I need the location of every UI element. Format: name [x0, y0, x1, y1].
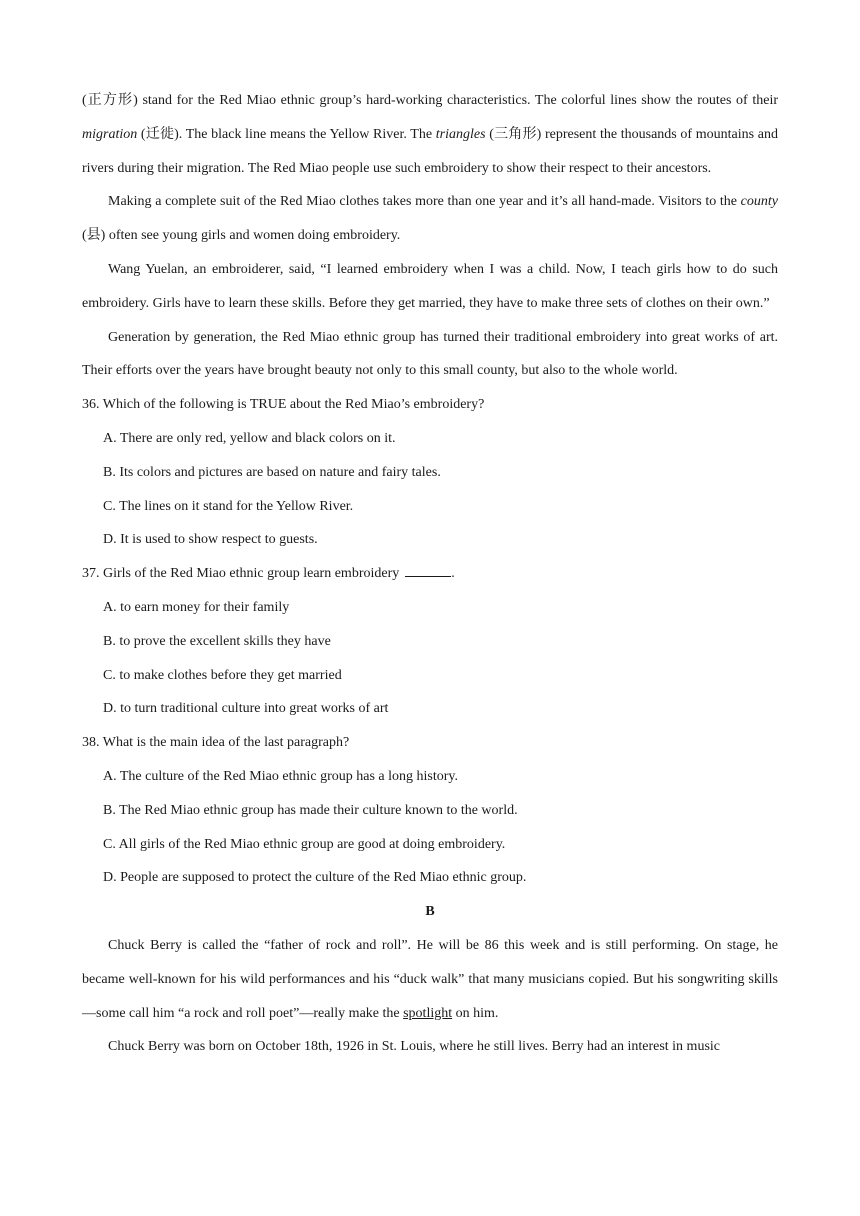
- option-a: A. to earn money for their family: [103, 599, 290, 615]
- passage-b-paragraph-2: Chuck Berry was born on October 18th, 1926 in St. Louis, where he still lives. Berry had an interest in music: [108, 1039, 721, 1055]
- text-run: (县) often see young girls and women doing embroidery.: [82, 228, 401, 244]
- option-c: C. to make clothes before they get married: [103, 667, 342, 683]
- option-c: C. All girls of the Red Miao ethnic group are good at doing embroidery.: [103, 836, 506, 852]
- italic-term-county: county: [740, 194, 778, 210]
- option-b: B. Its colors and pictures are based on nature and fairy tales.: [103, 464, 441, 480]
- question-38: [82, 726, 778, 895]
- text-run: Making a complete suit of the Red Miao clothes takes more than one year and it’s all hand-made. Visitors to the: [108, 194, 741, 210]
- text-run: (正方形) stand for the Red Miao ethnic group’s hard-working characteristics. The colorful lines show the routes of their: [82, 93, 778, 108]
- option-b: B. to prove the excellent skills they have: [103, 633, 331, 649]
- stem-text: 37. Girls of the Red Miao ethnic group learn embroidery: [82, 566, 400, 582]
- stem-end: .: [451, 566, 455, 582]
- text-run: (迁徙). The black line means the Yellow River. The: [137, 126, 436, 142]
- passage-a-paragraph-4: Generation by generation, the Red Miao ethnic group has turned their traditional embroidery into great works of art. Their efforts over the years have brought beauty not only to this small county, but also to the whole world.: [82, 329, 778, 379]
- option-d: D. People are supposed to protect the culture of the Red Miao ethnic group.: [103, 870, 527, 886]
- underlined-word-spotlight: spotlight: [403, 1005, 453, 1021]
- text-run: (三角形) represent the thousands of mountains and rivers during their migration. The Red Miao people use such embroidery to show their respect to their ancestors.: [82, 126, 778, 176]
- option-d: D. It is used to show respect to guests.: [103, 532, 318, 548]
- section-title: B: [425, 904, 435, 920]
- option-d: D. to turn traditional culture into great works of art: [103, 701, 389, 717]
- question-37: [82, 557, 778, 726]
- question-stem: 38. What is the main idea of the last paragraph?: [82, 735, 350, 751]
- text-run: on him.: [452, 1005, 499, 1021]
- option-a: A. The culture of the Red Miao ethnic group has a long history.: [103, 768, 458, 784]
- option-a: A. There are only red, yellow and black colors on it.: [103, 430, 396, 446]
- italic-term-triangles: triangles: [435, 126, 486, 142]
- passage-a-paragraph-3: Wang Yuelan, an embroiderer, said, “I learned embroidery when I was a child. Now, I teach girls how to do such embroidery. Girls have to learn these skills. Before they get married, they have to make three sets of clothes on their own.”: [82, 261, 778, 311]
- option-c: C. The lines on it stand for the Yellow River.: [103, 498, 354, 514]
- answer-blank: [405, 564, 451, 577]
- option-b: B. The Red Miao ethnic group has made their culture known to the world.: [103, 802, 518, 818]
- passage-b-paragraph-1: [82, 929, 778, 1030]
- passage-a-paragraph-1: [82, 84, 778, 185]
- passage-a-paragraph-2: [82, 185, 778, 253]
- question-stem: [82, 557, 778, 591]
- question-36: [82, 388, 778, 557]
- text-run: Chuck Berry is called the “father of rock and roll”. He will be 86 this week and is still performing. On stage, he became well-known for his wild performances and his “duck walk” that many musicians copied. But his songwriting skills—some call him “a rock and roll poet”—really make the: [82, 937, 778, 1021]
- italic-term-migration: migration: [82, 126, 138, 142]
- question-stem: 36. Which of the following is TRUE about the Red Miao’s embroidery?: [82, 397, 485, 413]
